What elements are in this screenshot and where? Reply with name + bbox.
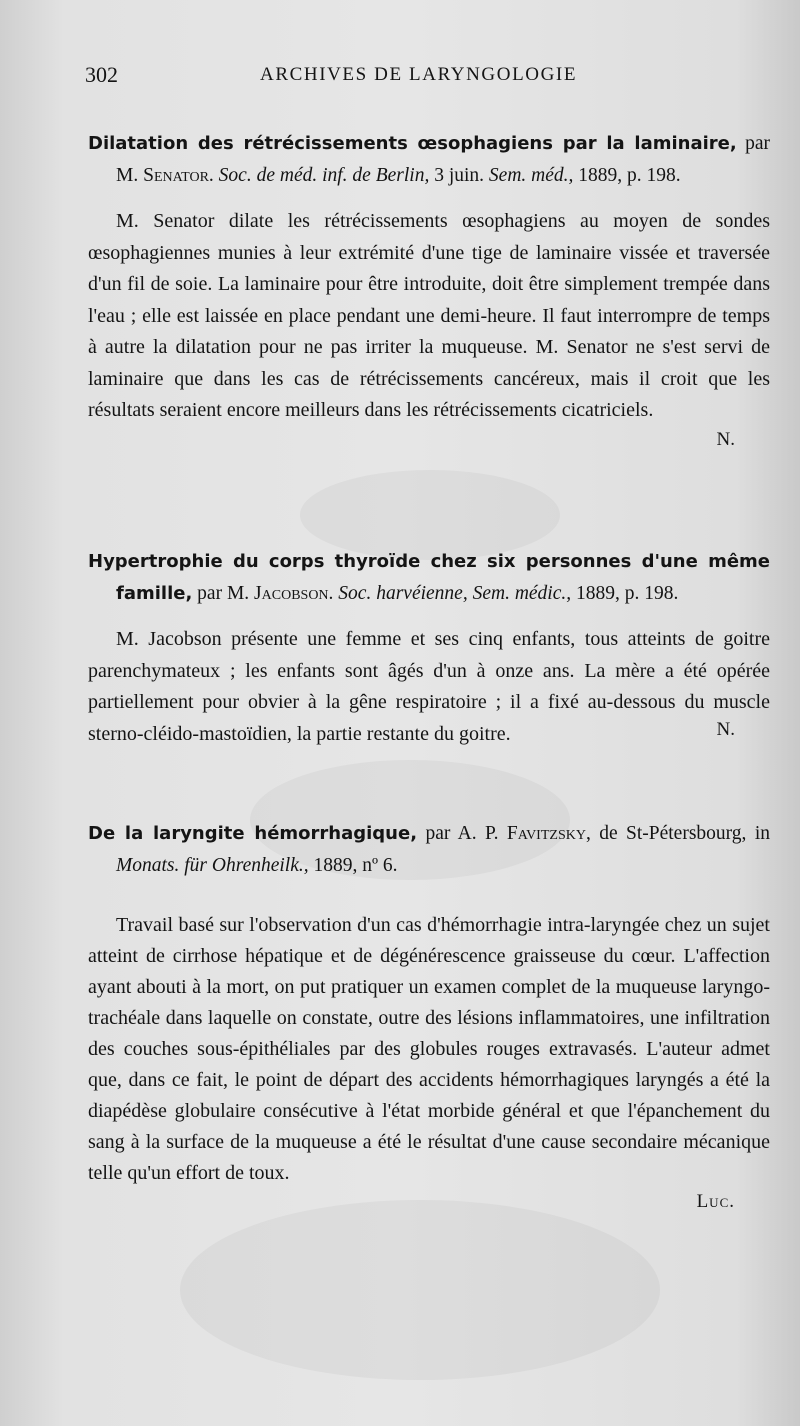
title-bold: De la laryngite hémorrhagique, bbox=[88, 823, 418, 844]
running-title: ARCHIVES DE LARYNGOLOGIE bbox=[260, 64, 578, 85]
page-header bbox=[85, 62, 775, 92]
title-text: 1889, p. 198. bbox=[571, 583, 679, 604]
source-italic: Soc. de méd. inf. de Berlin, bbox=[218, 165, 430, 186]
title-text: 3 juin. bbox=[429, 165, 489, 186]
title-text: par A. P. bbox=[417, 823, 507, 844]
article-title bbox=[88, 128, 770, 192]
title-text: par M. bbox=[116, 133, 770, 186]
author-name: Senator bbox=[143, 165, 209, 186]
title-text: , de St-Pétersbourg, in bbox=[585, 823, 770, 844]
source-italic: Monats. für Ohrenheilk., bbox=[116, 855, 309, 876]
author-name: Favitzsky bbox=[506, 823, 586, 844]
signature: N. bbox=[716, 719, 735, 740]
title-text: . bbox=[328, 583, 339, 604]
article-body: Travail basé sur l'observation d'un cas d'hémorrhagie intra-laryngée chez un sujet atteint de cirrhose hépatique et de dégénérescence graisseuse du cœur. L'affection ayant abouti à la mort, on put pratiquer un examen complet de la muqueuse laryngo-trachéale dans laquelle on constate, outre des lésions inflammatoires, une infiltration des couches sous-épithéliales par des globules rouges extravasés. L'auteur admet que, dans ce fait, le point de départ des accidents hémorrhagiques laryngés a été la diapédèse globulaire consécutive à l'état morbide général et que l'épanchement du sang à la surface de la muqueuse a été le résultat d'une cause secondaire mécanique telle qu'un effort de toux. bbox=[88, 914, 770, 1184]
author-name: Jacobson bbox=[254, 583, 329, 604]
title-bold: Dilatation des rétrécissements œsophagiens par la laminaire, bbox=[88, 133, 737, 154]
source-italic: Sem. méd., bbox=[488, 165, 574, 186]
article-body: M. Senator dilate les rétrécissements œsophagiens au moyen de sondes œsophagiennes munies à leur extrémité d'une tige de laminaire vissée et traversée d'un fil de soie. La laminaire pour être introduite, doit être simplement trempée dans l'eau ; elle est laissée en place pendant une demi-heure. Il faut interrompre de temps à autre la dilatation pour ne pas irriter la muqueuse. M. Senator ne s'est servi de laminaire que dans les cas de rétrécissements cancéreux, mais il croit que les résultats seraient encore meilleurs dans les rétrécissements cicatriciels. bbox=[88, 210, 770, 421]
article-laminaire bbox=[88, 128, 770, 451]
article-laryngite bbox=[88, 818, 770, 1213]
paper-stain bbox=[180, 1200, 660, 1380]
signature-text: Luc. bbox=[696, 1191, 735, 1212]
title-text: . bbox=[208, 165, 219, 186]
title-text: 1889, nº 6. bbox=[308, 855, 398, 876]
title-bold: Hypertrophie du corps thyroïde chez six personnes d'une même famille, bbox=[88, 551, 770, 604]
article-title bbox=[88, 546, 770, 610]
source-italic: Soc. harvéienne, Sem. médic., bbox=[338, 583, 572, 604]
article-body: M. Jacobson présente une femme et ses cinq enfants, tous atteints de goitre parenchymateux ; les enfants sont âgés d'un à onze ans. La mère a été opérée partiellement pour obvier à la gêne respiratoire ; il a fixé au-dessous du muscle sterno-cléido-mastoïdien, la partie restante du goitre. bbox=[88, 628, 770, 745]
article-title bbox=[88, 818, 770, 882]
page-number: 302 bbox=[85, 62, 118, 87]
title-text: 1889, p. 198. bbox=[573, 165, 681, 186]
signature bbox=[88, 1191, 770, 1213]
article-thyroide bbox=[88, 546, 770, 750]
signature: N. bbox=[716, 428, 735, 450]
title-text: par M. bbox=[192, 583, 255, 604]
